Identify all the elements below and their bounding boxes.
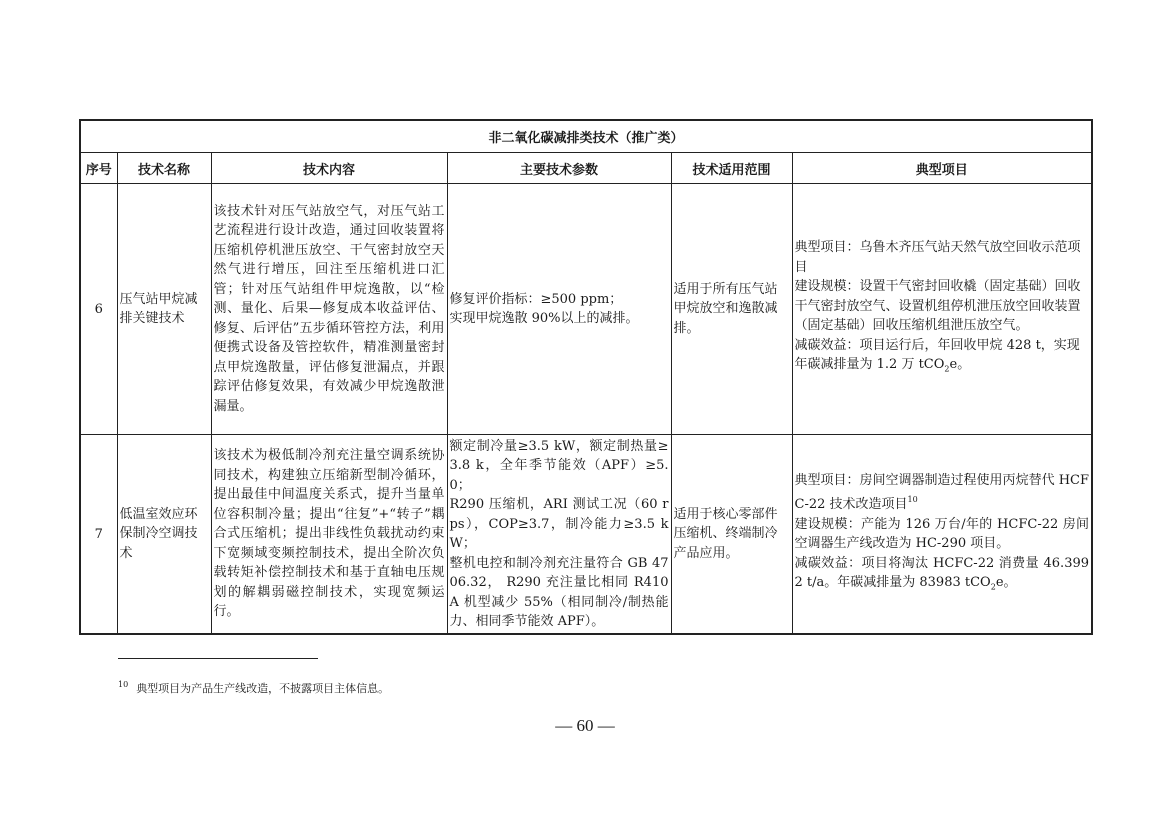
typical-project bbox=[792, 435, 1092, 635]
param-line: R290 压缩机，ARI 测试工况（60 rps），COP≥3.7，制冷能力≥3.5 kW； bbox=[449, 497, 669, 551]
table-row bbox=[80, 184, 1092, 435]
header-scope: 技术适用范围 bbox=[671, 153, 792, 184]
tech-content: 该技术为极低制冷剂充注量空调系统协同技术，构建独立压缩新型制冷循环，提出最佳中间温度关系式，提升当量单位容积制冷量；提出“往复”+“转子”耦合式压缩机；提出非线性负载扰动约束下宽频域变频控制技术，提出全阶次负载转矩补偿控制技术和基于直轴电压规划的解耦弱磁控制技术，实现宽频运行。 bbox=[211, 435, 447, 635]
project-typical: 典型项目：乌鲁木齐压气站天然气放空回收示范项目 bbox=[794, 240, 1081, 275]
benefit-suffix: e。 bbox=[949, 357, 971, 373]
tech-content: 该技术针对压气站放空气，对压气站工艺流程进行设计改造，通过回收装置将压缩机停机泄压放空、干气密封放空天然气进行增压，回注至压缩机进口汇管；针对压气站组件甲烷逸散，以“检测、量化、后果—修复成本收益评估、修复、后评估”五步循环管控方法，利用便携式设备及管控软件，精准测量密封点甲烷逸散量，评估修复泄漏点，并跟踪评估修复效果，有效减少甲烷逸散泄漏量。 bbox=[211, 184, 447, 435]
header-params: 主要技术参数 bbox=[447, 153, 671, 184]
benefit-text: 减碳效益：项目运行后，年回收甲烷 428 t，实现年碳减排量为 1.2 万 tCO bbox=[794, 337, 1080, 373]
typical-text: 典型项目：房间空调器制造过程使用丙烷替代 HCFC-22 技术改造项目 bbox=[794, 472, 1090, 513]
footnote-ref[interactable]: 10 bbox=[907, 495, 918, 505]
technology-table bbox=[79, 119, 1093, 635]
header-project: 典型项目 bbox=[792, 153, 1092, 184]
tech-name: 压气站甲烷减排关键技术 bbox=[117, 184, 211, 435]
param-line: 额定制冷量≥3.5 kW，额定制热量≥3.8 k，全年季节能效（APF）≥5.0； bbox=[449, 438, 669, 493]
table-header-row bbox=[80, 153, 1092, 184]
header-content: 技术内容 bbox=[211, 153, 447, 184]
param-line: 整机电控和制冷剂充注量符合 GB 4706.32， R290 充注量比相同 R410A 机型减少 55%（相同制冷/制热能力、相同季节能效 APF）。 bbox=[449, 555, 669, 629]
param-line: 修复评价指标：≥500 ppm； bbox=[449, 291, 623, 307]
footnote-text: 典型项目为产品生产线改造，不披露项目主体信息。 bbox=[136, 682, 390, 695]
benefit-suffix: e。 bbox=[995, 575, 1017, 591]
table-row bbox=[80, 435, 1092, 635]
row-num: 6 bbox=[80, 184, 117, 435]
project-scale: 建设规模：设置干气密封回收橇（固定基础）回收干气密封放空气、设置机组停机泄压放空回收装置（固定基础）回收压缩机组泄压放空气。 bbox=[794, 279, 1081, 334]
table-title-row bbox=[80, 120, 1092, 153]
footnote-marker: 10 bbox=[118, 680, 129, 689]
benefit-subscript: 2 bbox=[944, 365, 950, 375]
benefit-text: 减碳效益：项目将淘汰 HCFC-22 消费量 46.3992 t/a。年碳减排量为 83983 tCO bbox=[794, 555, 1090, 591]
project-typical bbox=[795, 471, 1090, 515]
tech-scope: 适用于核心零部件压缩机、终端制冷产品应用。 bbox=[671, 435, 792, 635]
header-name: 技术名称 bbox=[117, 153, 211, 184]
tech-params bbox=[447, 435, 671, 635]
project-benefit bbox=[795, 336, 1090, 380]
table-title: 非二氧化碳减排类技术（推广类） bbox=[80, 120, 1092, 153]
footnote bbox=[118, 680, 389, 696]
header-num: 序号 bbox=[80, 153, 117, 184]
benefit-subscript: 2 bbox=[990, 582, 996, 592]
tech-name: 低温室效应环保制冷空调技术 bbox=[117, 435, 211, 635]
page-number: — 60 — bbox=[555, 716, 615, 735]
project-benefit bbox=[795, 554, 1090, 598]
row-num: 7 bbox=[80, 435, 117, 635]
project-scale: 建设规模：产能为 126 万台/年的 HCFC-22 房间空调器生产线改造为 HC-290 项目。 bbox=[794, 516, 1090, 552]
param-line: 实现甲烷逸散 90%以上的减排。 bbox=[449, 311, 639, 326]
footnote-divider bbox=[118, 658, 318, 659]
tech-params bbox=[447, 184, 671, 435]
typical-project bbox=[792, 184, 1092, 435]
tech-scope: 适用于所有压气站甲烷放空和逸散减排。 bbox=[671, 184, 792, 435]
